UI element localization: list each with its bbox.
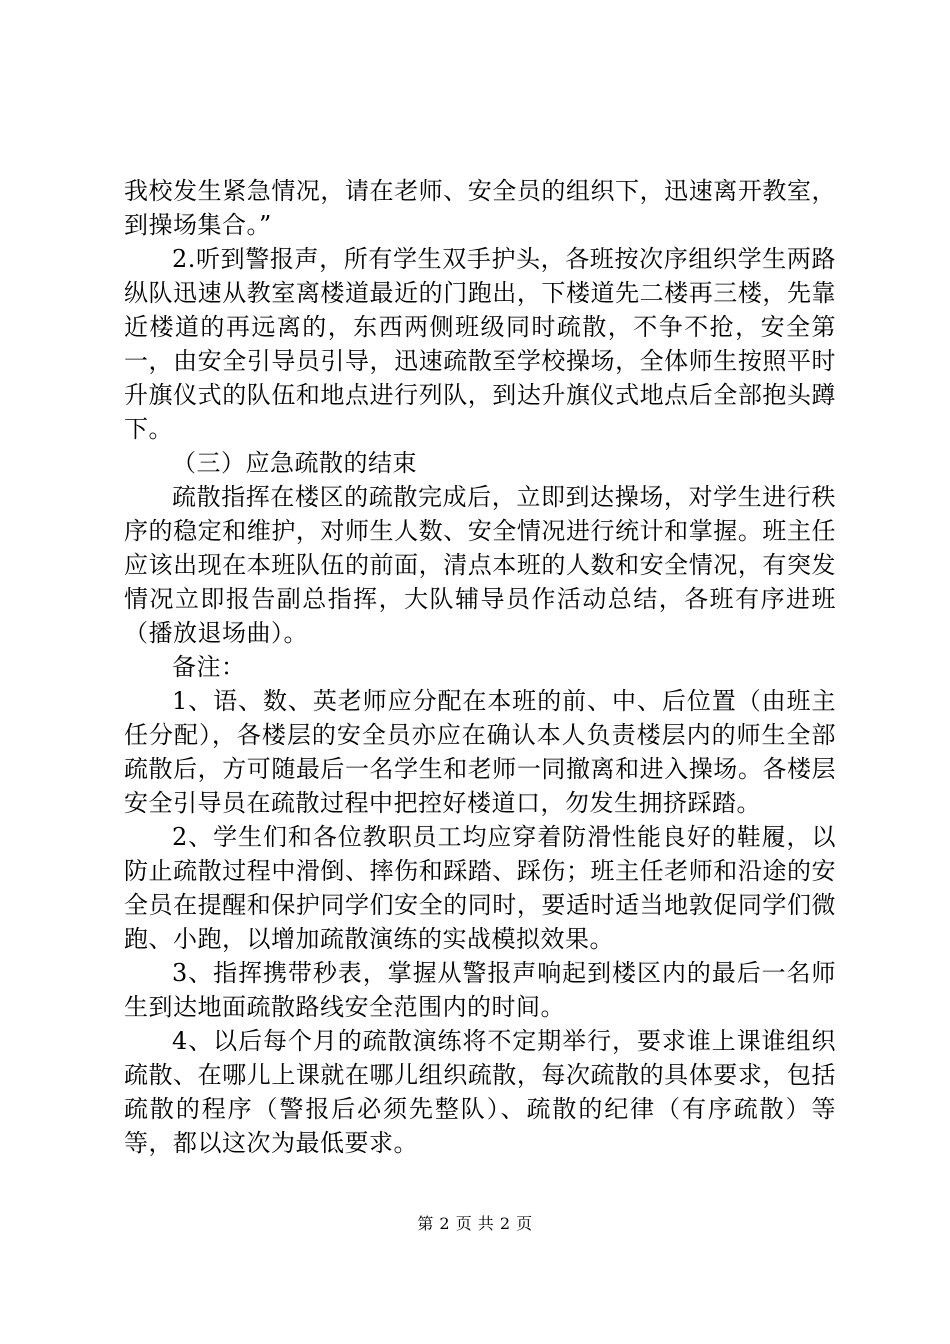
note-item-1: 1、语、数、英老师应分配在本班的前、中、后位置（由班主任分配），各楼层的安全员亦应在确认本人负责楼层内的师生全部疏散后，方可随最后一名学生和老师一同撤离和进入操场。各楼层安全引导员在疏散过程中把控好楼道口，勿发生拥挤踩踏。: [124, 687, 836, 817]
paragraph-alarm-procedure: 2.听到警报声，所有学生双手护头，各班按次序组织学生两路纵队迅速从教室离楼道最近的门跑出，下楼道先二楼再三楼，先靠近楼道的再远离的，东西两侧班级同时疏散，不争不抢，安全第一，由安全引导员引导，迅速疏散至学校操场，全体师生按照平时升旗仪式的队伍和地点进行列队，到达升旗仪式地点后全部抱头蹲下。: [124, 245, 836, 443]
note-item-4: 4、以后每个月的疏散演练将不定期举行，要求谁上课谁组织疏散、在哪儿上课就在哪儿组织疏散，每次疏散的具体要求，包括疏散的程序（警报后必须先整队）、疏散的纪律（有序疏散）等等，都以这次为最低要求。: [124, 1027, 836, 1157]
document-body: [124, 174, 836, 1160]
paragraph-continuation: 我校发生紧急情况，请在老师、安全员的组织下，迅速离开教室，到操场集合。”: [124, 177, 836, 239]
page-footer: 第 2 页 共 2 页: [417, 1214, 533, 1233]
section-heading-evacuation-end: （三）应急疏散的结束: [172, 449, 417, 477]
note-item-2: 2、学生们和各位教职员工均应穿着防滑性能良好的鞋履，以防止疏散过程中滑倒、摔伤和踩踏、踩伤；班主任老师和沿途的安全员在提醒和保护同学们安全的同时，要适时适当地敦促同学们微跑、小跑，以增加疏散演练的实战模拟效果。: [124, 823, 836, 953]
paragraph-evacuation-end: 疏散指挥在楼区的疏散完成后，立即到达操场，对学生进行秩序的稳定和维护，对师生人数、安全情况进行统计和掌握。班主任应该出现在本班队伍的前面，清点本班的人数和安全情况，有突发情况立即报告副总指挥，大队辅导员作活动总结，各班有序进班（播放退场曲）。: [124, 483, 836, 647]
notes-heading: 备注：: [172, 653, 246, 681]
note-item-3: 3、指挥携带秒表，掌握从警报声响起到楼区内的最后一名师生到达地面疏散路线安全范围内的时间。: [124, 959, 836, 1021]
